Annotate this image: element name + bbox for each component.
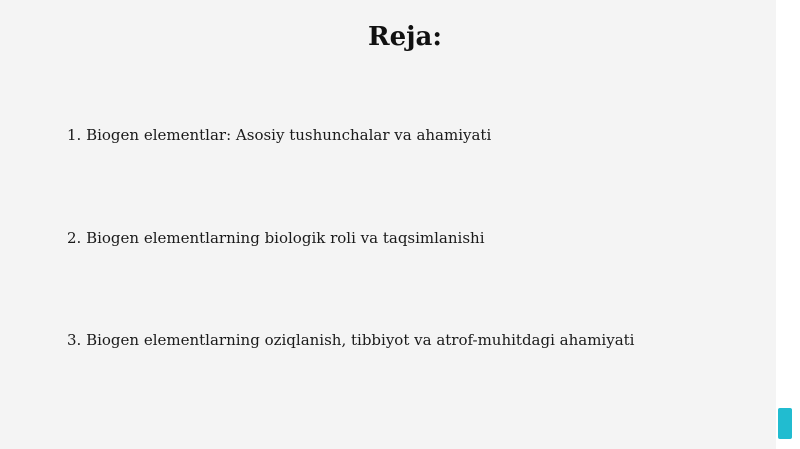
plan-item-2: 2. Biogen elementlarning biologik roli va taqsimlanishi [67, 229, 485, 247]
plan-item-1: 1. Biogen elementlar: Asosiy tushunchalar va ahamiyati [67, 126, 492, 144]
slide-title: Reja: [367, 22, 442, 52]
plan-item-3: 3. Biogen elementlarning oziqlanish, tibbiyot va atrof-muhitdagi ahamiyati [67, 331, 635, 349]
scrollbar-thumb[interactable] [778, 408, 792, 439]
scrollbar-track[interactable] [776, 0, 800, 449]
